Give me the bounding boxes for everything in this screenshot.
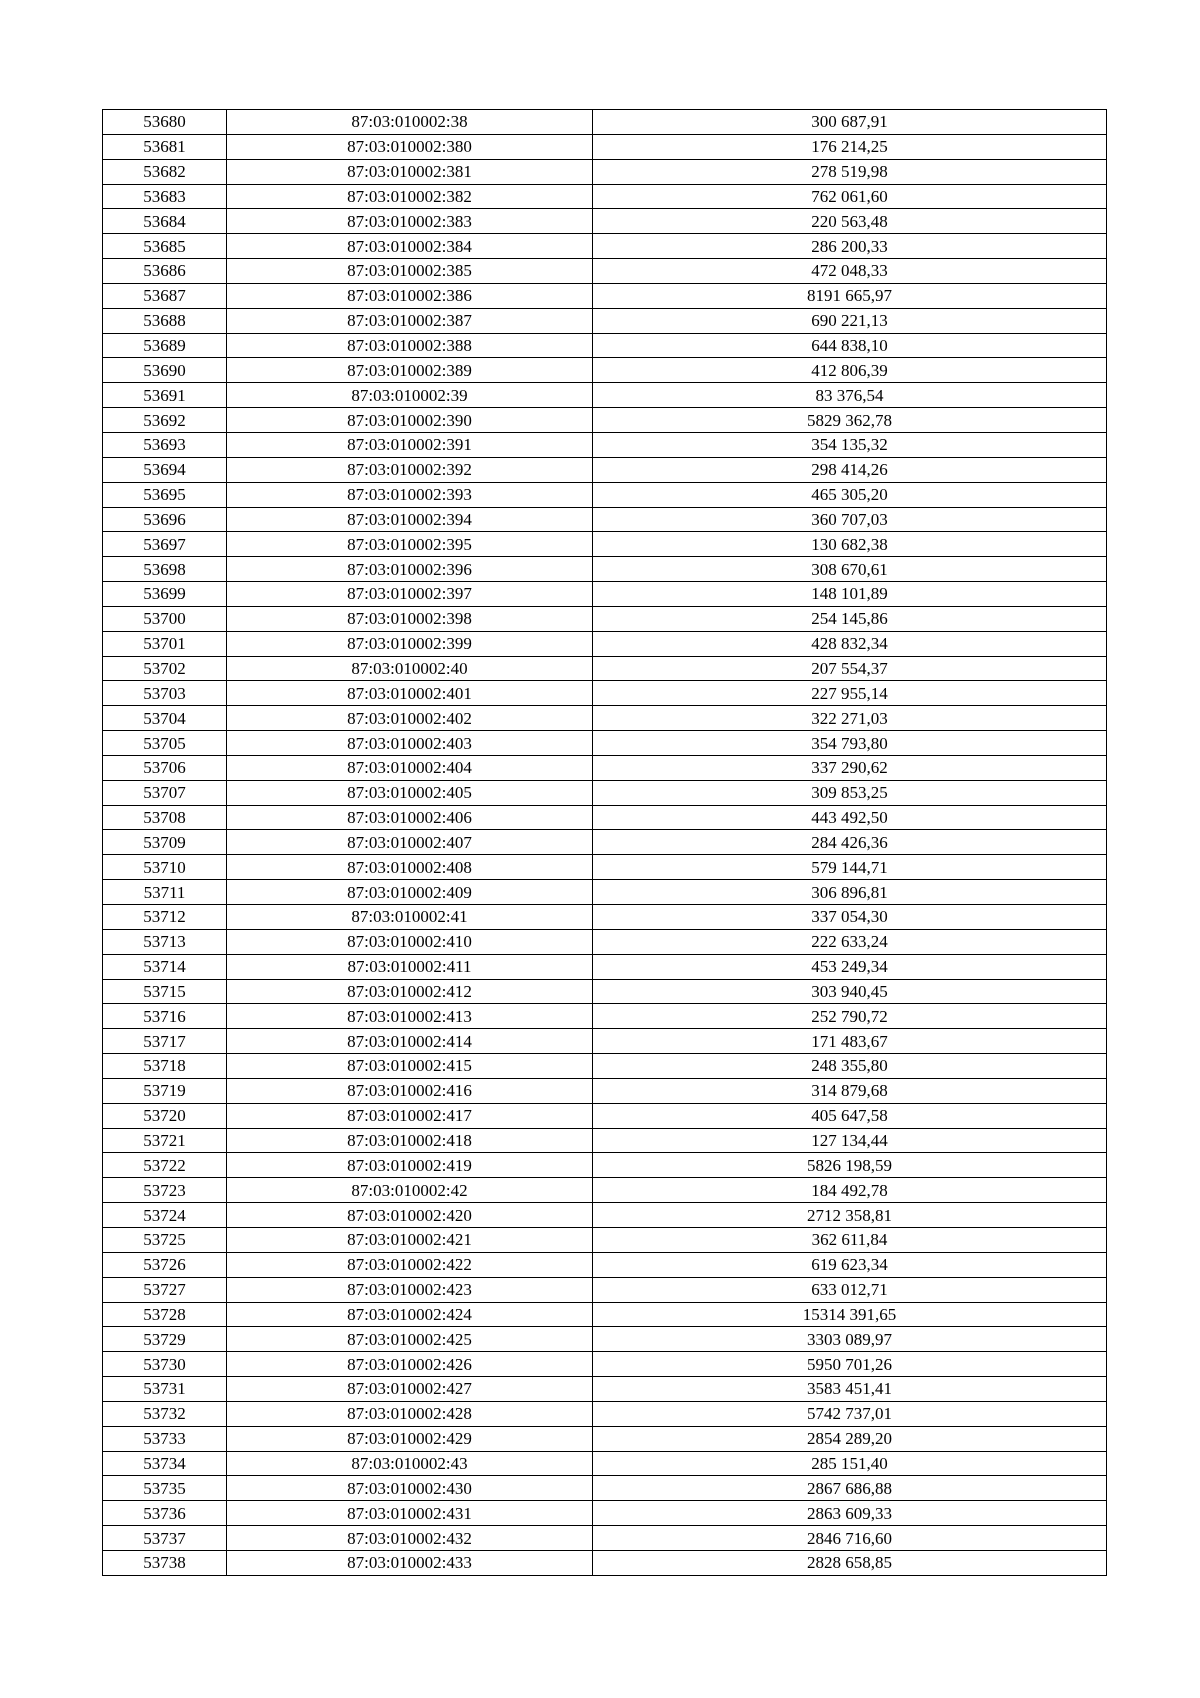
row-number-cell: 53734 — [103, 1451, 227, 1476]
table-row — [103, 1501, 1107, 1526]
cadastral-value-cell: 354 793,80 — [593, 731, 1107, 756]
table-row — [103, 1153, 1107, 1178]
row-number-cell: 53714 — [103, 954, 227, 979]
cadastral-number-cell: 87:03:010002:397 — [227, 582, 593, 607]
cadastral-number-cell: 87:03:010002:382 — [227, 184, 593, 209]
table-row — [103, 408, 1107, 433]
table-row — [103, 532, 1107, 557]
cadastral-number-cell: 87:03:010002:404 — [227, 755, 593, 780]
cadastral-number-cell: 87:03:010002:423 — [227, 1277, 593, 1302]
cadastral-value-cell: 252 790,72 — [593, 1004, 1107, 1029]
table-row — [103, 1426, 1107, 1451]
cadastral-number-cell: 87:03:010002:380 — [227, 134, 593, 159]
cadastral-number-cell: 87:03:010002:412 — [227, 979, 593, 1004]
row-number-cell: 53691 — [103, 383, 227, 408]
cadastral-number-cell: 87:03:010002:383 — [227, 209, 593, 234]
table-row — [103, 209, 1107, 234]
row-number-cell: 53692 — [103, 408, 227, 433]
table-row — [103, 755, 1107, 780]
row-number-cell: 53686 — [103, 259, 227, 284]
cadastral-number-cell: 87:03:010002:425 — [227, 1327, 593, 1352]
cadastral-number-cell: 87:03:010002:402 — [227, 706, 593, 731]
cadastral-number-cell: 87:03:010002:389 — [227, 358, 593, 383]
cadastral-number-cell: 87:03:010002:429 — [227, 1426, 593, 1451]
cadastral-value-cell: 309 853,25 — [593, 780, 1107, 805]
cadastral-number-cell: 87:03:010002:395 — [227, 532, 593, 557]
table-row — [103, 1252, 1107, 1277]
row-number-cell: 53718 — [103, 1054, 227, 1079]
cadastral-value-table — [102, 109, 1107, 1576]
table-row — [103, 880, 1107, 905]
cadastral-value-cell: 308 670,61 — [593, 557, 1107, 582]
table-row — [103, 1526, 1107, 1551]
row-number-cell: 53723 — [103, 1178, 227, 1203]
cadastral-number-cell: 87:03:010002:427 — [227, 1377, 593, 1402]
row-number-cell: 53710 — [103, 855, 227, 880]
cadastral-value-cell: 443 492,50 — [593, 805, 1107, 830]
cadastral-value-cell: 254 145,86 — [593, 606, 1107, 631]
row-number-cell: 53690 — [103, 358, 227, 383]
cadastral-value-cell: 171 483,67 — [593, 1029, 1107, 1054]
cadastral-number-cell: 87:03:010002:390 — [227, 408, 593, 433]
cadastral-value-cell: 465 305,20 — [593, 482, 1107, 507]
table-row — [103, 507, 1107, 532]
row-number-cell: 53738 — [103, 1550, 227, 1575]
cadastral-value-cell: 2846 716,60 — [593, 1526, 1107, 1551]
cadastral-number-cell: 87:03:010002:418 — [227, 1128, 593, 1153]
row-number-cell: 53732 — [103, 1401, 227, 1426]
row-number-cell: 53694 — [103, 457, 227, 482]
cadastral-number-cell: 87:03:010002:393 — [227, 482, 593, 507]
cadastral-number-cell: 87:03:010002:432 — [227, 1526, 593, 1551]
cadastral-number-cell: 87:03:010002:396 — [227, 557, 593, 582]
cadastral-number-cell: 87:03:010002:386 — [227, 283, 593, 308]
cadastral-value-cell: 278 519,98 — [593, 159, 1107, 184]
cadastral-number-cell: 87:03:010002:408 — [227, 855, 593, 880]
table-row — [103, 1078, 1107, 1103]
cadastral-value-cell: 303 940,45 — [593, 979, 1107, 1004]
table-row — [103, 979, 1107, 1004]
cadastral-number-cell: 87:03:010002:385 — [227, 259, 593, 284]
table-row — [103, 259, 1107, 284]
cadastral-value-cell: 222 633,24 — [593, 929, 1107, 954]
cadastral-value-cell: 3583 451,41 — [593, 1377, 1107, 1402]
cadastral-value-cell: 130 682,38 — [593, 532, 1107, 557]
row-number-cell: 53689 — [103, 333, 227, 358]
row-number-cell: 53731 — [103, 1377, 227, 1402]
table-row — [103, 1401, 1107, 1426]
table-row — [103, 184, 1107, 209]
cadastral-number-cell: 87:03:010002:416 — [227, 1078, 593, 1103]
cadastral-value-cell: 5742 737,01 — [593, 1401, 1107, 1426]
table-row — [103, 1476, 1107, 1501]
row-number-cell: 53685 — [103, 234, 227, 259]
row-number-cell: 53683 — [103, 184, 227, 209]
cadastral-number-cell: 87:03:010002:39 — [227, 383, 593, 408]
cadastral-number-cell: 87:03:010002:428 — [227, 1401, 593, 1426]
row-number-cell: 53735 — [103, 1476, 227, 1501]
row-number-cell: 53701 — [103, 631, 227, 656]
row-number-cell: 53706 — [103, 755, 227, 780]
row-number-cell: 53728 — [103, 1302, 227, 1327]
row-number-cell: 53709 — [103, 830, 227, 855]
cadastral-value-cell: 176 214,25 — [593, 134, 1107, 159]
row-number-cell: 53703 — [103, 681, 227, 706]
cadastral-value-cell: 5826 198,59 — [593, 1153, 1107, 1178]
cadastral-number-cell: 87:03:010002:407 — [227, 830, 593, 855]
table-row — [103, 308, 1107, 333]
cadastral-value-cell: 5950 701,26 — [593, 1352, 1107, 1377]
cadastral-value-cell: 362 611,84 — [593, 1227, 1107, 1252]
row-number-cell: 53726 — [103, 1252, 227, 1277]
row-number-cell: 53707 — [103, 780, 227, 805]
cadastral-number-cell: 87:03:010002:43 — [227, 1451, 593, 1476]
cadastral-value-cell: 220 563,48 — [593, 209, 1107, 234]
table-row — [103, 1004, 1107, 1029]
cadastral-value-cell: 2863 609,33 — [593, 1501, 1107, 1526]
table-row — [103, 358, 1107, 383]
cadastral-number-cell: 87:03:010002:414 — [227, 1029, 593, 1054]
table-row — [103, 333, 1107, 358]
row-number-cell: 53730 — [103, 1352, 227, 1377]
row-number-cell: 53697 — [103, 532, 227, 557]
table-row — [103, 1451, 1107, 1476]
cadastral-value-cell: 2854 289,20 — [593, 1426, 1107, 1451]
table-row — [103, 954, 1107, 979]
cadastral-value-cell: 298 414,26 — [593, 457, 1107, 482]
table-row — [103, 1128, 1107, 1153]
table-row — [103, 1178, 1107, 1203]
row-number-cell: 53719 — [103, 1078, 227, 1103]
cadastral-value-cell: 762 061,60 — [593, 184, 1107, 209]
cadastral-value-cell: 619 623,34 — [593, 1252, 1107, 1277]
table-row — [103, 432, 1107, 457]
cadastral-number-cell: 87:03:010002:403 — [227, 731, 593, 756]
cadastral-number-cell: 87:03:010002:421 — [227, 1227, 593, 1252]
row-number-cell: 53711 — [103, 880, 227, 905]
cadastral-number-cell: 87:03:010002:398 — [227, 606, 593, 631]
cadastral-number-cell: 87:03:010002:38 — [227, 110, 593, 135]
row-number-cell: 53682 — [103, 159, 227, 184]
cadastral-number-cell: 87:03:010002:42 — [227, 1178, 593, 1203]
cadastral-value-cell: 579 144,71 — [593, 855, 1107, 880]
table-row — [103, 134, 1107, 159]
table-row — [103, 110, 1107, 135]
row-number-cell: 53720 — [103, 1103, 227, 1128]
cadastral-value-cell: 2712 358,81 — [593, 1203, 1107, 1228]
cadastral-number-cell: 87:03:010002:431 — [227, 1501, 593, 1526]
row-number-cell: 53680 — [103, 110, 227, 135]
row-number-cell: 53721 — [103, 1128, 227, 1153]
cadastral-number-cell: 87:03:010002:399 — [227, 631, 593, 656]
cadastral-value-cell: 412 806,39 — [593, 358, 1107, 383]
table-row — [103, 1103, 1107, 1128]
row-number-cell: 53699 — [103, 582, 227, 607]
cadastral-number-cell: 87:03:010002:401 — [227, 681, 593, 706]
row-number-cell: 53695 — [103, 482, 227, 507]
row-number-cell: 53716 — [103, 1004, 227, 1029]
cadastral-number-cell: 87:03:010002:426 — [227, 1352, 593, 1377]
table-row — [103, 1550, 1107, 1575]
cadastral-number-cell: 87:03:010002:41 — [227, 905, 593, 930]
table-row — [103, 905, 1107, 930]
row-number-cell: 53736 — [103, 1501, 227, 1526]
table-row — [103, 234, 1107, 259]
cadastral-value-cell: 2867 686,88 — [593, 1476, 1107, 1501]
row-number-cell: 53693 — [103, 432, 227, 457]
cadastral-number-cell: 87:03:010002:413 — [227, 1004, 593, 1029]
row-number-cell: 53687 — [103, 283, 227, 308]
row-number-cell: 53712 — [103, 905, 227, 930]
cadastral-value-cell: 15314 391,65 — [593, 1302, 1107, 1327]
row-number-cell: 53698 — [103, 557, 227, 582]
row-number-cell: 53715 — [103, 979, 227, 1004]
cadastral-value-cell: 428 832,34 — [593, 631, 1107, 656]
cadastral-value-cell: 337 054,30 — [593, 905, 1107, 930]
cadastral-number-cell: 87:03:010002:411 — [227, 954, 593, 979]
table-row — [103, 1029, 1107, 1054]
row-number-cell: 53696 — [103, 507, 227, 532]
row-number-cell: 53737 — [103, 1526, 227, 1551]
table-row — [103, 383, 1107, 408]
cadastral-value-cell: 633 012,71 — [593, 1277, 1107, 1302]
cadastral-number-cell: 87:03:010002:410 — [227, 929, 593, 954]
table-row — [103, 582, 1107, 607]
row-number-cell: 53688 — [103, 308, 227, 333]
row-number-cell: 53681 — [103, 134, 227, 159]
table-row — [103, 1203, 1107, 1228]
cadastral-value-cell: 83 376,54 — [593, 383, 1107, 408]
table-row — [103, 1302, 1107, 1327]
cadastral-value-cell: 286 200,33 — [593, 234, 1107, 259]
cadastral-value-cell: 127 134,44 — [593, 1128, 1107, 1153]
cadastral-number-cell: 87:03:010002:384 — [227, 234, 593, 259]
cadastral-value-cell: 3303 089,97 — [593, 1327, 1107, 1352]
cadastral-value-cell: 5829 362,78 — [593, 408, 1107, 433]
cadastral-value-cell: 207 554,37 — [593, 656, 1107, 681]
cadastral-number-cell: 87:03:010002:420 — [227, 1203, 593, 1228]
cadastral-number-cell: 87:03:010002:405 — [227, 780, 593, 805]
table-row — [103, 1327, 1107, 1352]
table-row — [103, 606, 1107, 631]
table-row — [103, 482, 1107, 507]
row-number-cell: 53705 — [103, 731, 227, 756]
cadastral-value-cell: 405 647,58 — [593, 1103, 1107, 1128]
row-number-cell: 53717 — [103, 1029, 227, 1054]
table-row — [103, 1352, 1107, 1377]
table-row — [103, 929, 1107, 954]
cadastral-number-cell: 87:03:010002:409 — [227, 880, 593, 905]
table-row — [103, 780, 1107, 805]
table-row — [103, 706, 1107, 731]
table-row — [103, 805, 1107, 830]
cadastral-value-cell: 2828 658,85 — [593, 1550, 1107, 1575]
row-number-cell: 53724 — [103, 1203, 227, 1228]
cadastral-number-cell: 87:03:010002:394 — [227, 507, 593, 532]
cadastral-number-cell: 87:03:010002:415 — [227, 1054, 593, 1079]
cadastral-value-cell: 306 896,81 — [593, 880, 1107, 905]
table-row — [103, 557, 1107, 582]
cadastral-number-cell: 87:03:010002:391 — [227, 432, 593, 457]
cadastral-value-cell: 314 879,68 — [593, 1078, 1107, 1103]
row-number-cell: 53700 — [103, 606, 227, 631]
table-row — [103, 159, 1107, 184]
cadastral-number-cell: 87:03:010002:381 — [227, 159, 593, 184]
cadastral-number-cell: 87:03:010002:430 — [227, 1476, 593, 1501]
cadastral-value-cell: 472 048,33 — [593, 259, 1107, 284]
cadastral-value-cell: 8191 665,97 — [593, 283, 1107, 308]
row-number-cell: 53704 — [103, 706, 227, 731]
table-row — [103, 1277, 1107, 1302]
cadastral-number-cell: 87:03:010002:424 — [227, 1302, 593, 1327]
cadastral-value-cell: 284 426,36 — [593, 830, 1107, 855]
cadastral-value-cell: 690 221,13 — [593, 308, 1107, 333]
cadastral-value-cell: 285 151,40 — [593, 1451, 1107, 1476]
cadastral-value-cell: 248 355,80 — [593, 1054, 1107, 1079]
cadastral-value-cell: 300 687,91 — [593, 110, 1107, 135]
row-number-cell: 53725 — [103, 1227, 227, 1252]
table-body — [103, 110, 1107, 1576]
cadastral-number-cell: 87:03:010002:388 — [227, 333, 593, 358]
row-number-cell: 53722 — [103, 1153, 227, 1178]
table-row — [103, 1227, 1107, 1252]
row-number-cell: 53733 — [103, 1426, 227, 1451]
cadastral-number-cell: 87:03:010002:433 — [227, 1550, 593, 1575]
table-row — [103, 830, 1107, 855]
cadastral-value-cell: 354 135,32 — [593, 432, 1107, 457]
table-row — [103, 283, 1107, 308]
cadastral-value-cell: 148 101,89 — [593, 582, 1107, 607]
table-row — [103, 1054, 1107, 1079]
cadastral-number-cell: 87:03:010002:406 — [227, 805, 593, 830]
row-number-cell: 53729 — [103, 1327, 227, 1352]
row-number-cell: 53702 — [103, 656, 227, 681]
table-row — [103, 681, 1107, 706]
cadastral-value-cell: 644 838,10 — [593, 333, 1107, 358]
row-number-cell: 53684 — [103, 209, 227, 234]
table-row — [103, 731, 1107, 756]
table-row — [103, 1377, 1107, 1402]
cadastral-number-cell: 87:03:010002:387 — [227, 308, 593, 333]
cadastral-value-cell: 227 955,14 — [593, 681, 1107, 706]
cadastral-value-cell: 184 492,78 — [593, 1178, 1107, 1203]
cadastral-value-cell: 360 707,03 — [593, 507, 1107, 532]
table-row — [103, 457, 1107, 482]
cadastral-value-cell: 337 290,62 — [593, 755, 1107, 780]
cadastral-number-cell: 87:03:010002:40 — [227, 656, 593, 681]
cadastral-value-cell: 453 249,34 — [593, 954, 1107, 979]
cadastral-value-cell: 322 271,03 — [593, 706, 1107, 731]
table-row — [103, 631, 1107, 656]
row-number-cell: 53727 — [103, 1277, 227, 1302]
table-row — [103, 656, 1107, 681]
cadastral-number-cell: 87:03:010002:417 — [227, 1103, 593, 1128]
table-row — [103, 855, 1107, 880]
cadastral-number-cell: 87:03:010002:419 — [227, 1153, 593, 1178]
cadastral-number-cell: 87:03:010002:422 — [227, 1252, 593, 1277]
cadastral-number-cell: 87:03:010002:392 — [227, 457, 593, 482]
row-number-cell: 53708 — [103, 805, 227, 830]
row-number-cell: 53713 — [103, 929, 227, 954]
